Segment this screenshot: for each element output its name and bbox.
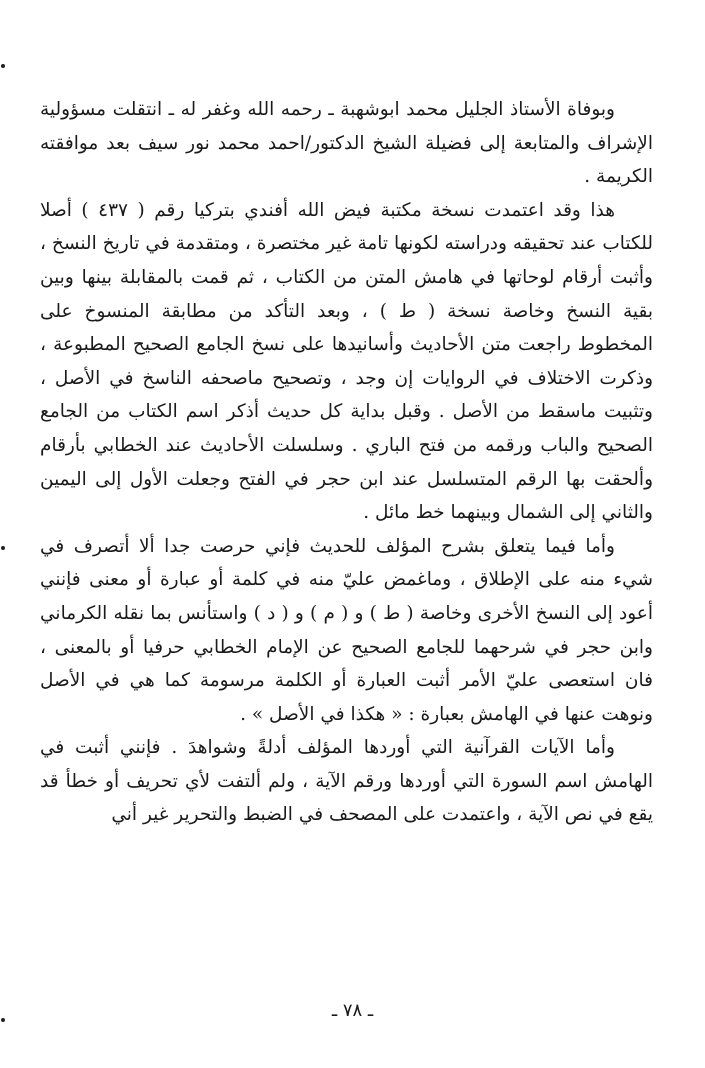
paragraph-quranic-verses: وأما الآيات القرآنية التي أوردها المؤلف أدلةً وشواهدَ . فإنني أثبت في الهامش اسم السورة التي أوردها ورقم الآية ، ولم ألتفت لأي تحريف أو خطأ قد يقع في نص الآية ، واعتمدت على المصحف في الضبط والتحرير غير أني xyxy=(40,737,653,826)
page-number: ـ ٧٨ ـ xyxy=(331,1000,374,1021)
edge-mark-middle xyxy=(1,546,5,550)
body-text xyxy=(40,93,653,832)
paragraph-manuscript-method: هذا وقد اعتمدت نسخة مكتبة فيض الله أفندي بتركيا رقم ( ٤٣٧ ) أصلا للكتاب عند تحقيقه ودراسته لكونها تامة غير مختصرة ، ومتقدمة في تاريخ النسخ ، وأثبت أرقام لوحاتها في هامش المتن من الكتاب ، ثم قمت بالمقابلة بينها وبين بقية النسخ وخاصة نسخة ( ط ) ، وبعد التأكد من مطابقة المنسوخ على المخطوط راجعت متن الأحاديث وأسانيدها على نسخ الجامع الصحيح المطبوعة ، وذكرت الاختلاف في الروايات إن وجد ، وتصحيح ماصحفه الناسخ في الأصل ، وتثبيت ماسقط من الأصل . وقبل بداية كل حديث أذكر اسم الكتاب من الجامع الصحيح والباب ورقمه من فتح الباري . وسلسلت الأحاديث عند الخطابي بأرقام وألحقت بها الرقم المتسلسل عند ابن حجر في الفتح وجعلت الأول إلى اليمين والثاني إلى الشمال وبينهما خط مائل . xyxy=(40,199,653,524)
paragraph-supervision: وبوفاة الأستاذ الجليل محمد ابوشهبة ـ رحمه الله وغفر له ـ انتقلت مسؤولية الإشراف والمتابعة إلى فضيلة الشيخ الدكتور/احمد محمد نور سيف بعد موافقته الكريمة . xyxy=(40,99,653,188)
edge-mark-top xyxy=(1,64,5,68)
paragraph-commentary-handling: وأما فيما يتعلق بشرح المؤلف للحديث فإني حرصت جدا ألا أتصرف في شيء منه على الإطلاق ، وماغمض عليّ منه في كلمة أو عبارة أو معنى فإنني أعود إلى النسخ الأخرى وخاصة ( ط ) و ( م ) و ( د ) واستأنس بما نقله الكرماني وابن حجر في شرحهما للجامع الصحيح عن الإمام الخطابي حرفيا أو بالمعنى ، فان استعصى عليّ الأمر أثبت العبارة أو الكلمة مرسومة كما هي في الأصل ونوهت عنها في الهامش بعبارة : « هكذا في الأصل » . xyxy=(40,535,653,725)
